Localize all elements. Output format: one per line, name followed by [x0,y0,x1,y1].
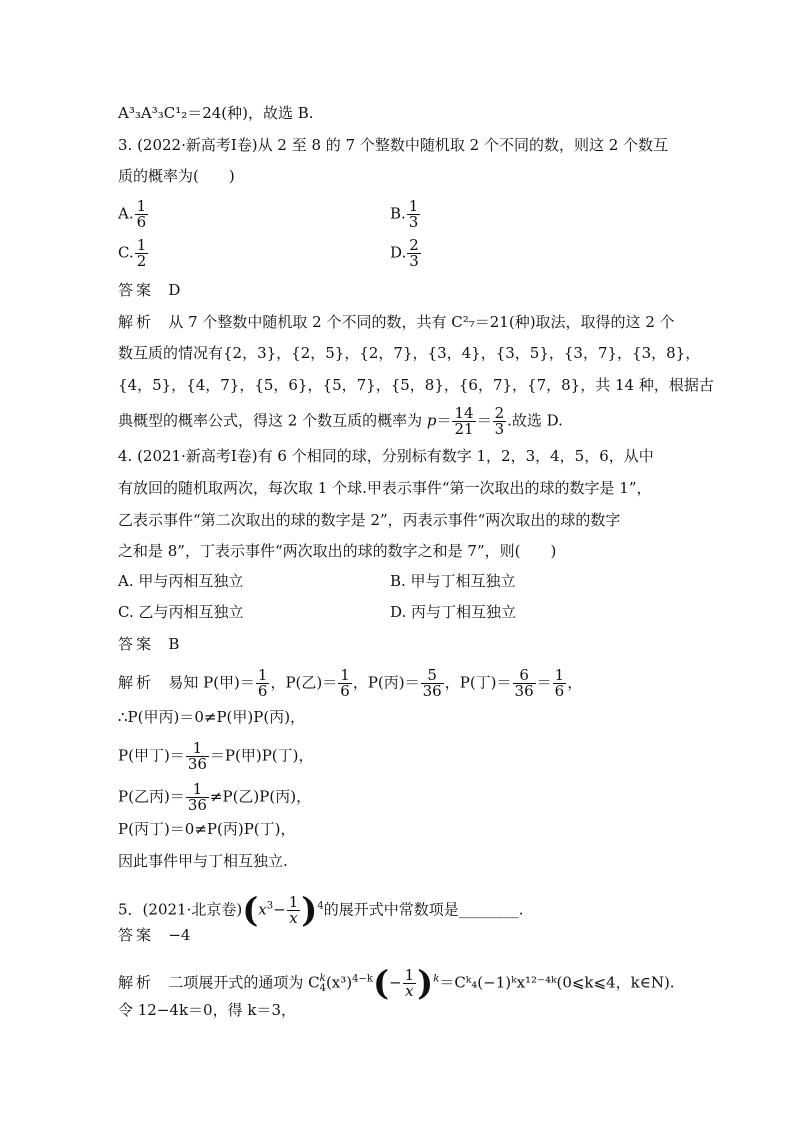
q4-option-c: C. 乙与丙相互独立 [118,603,244,621]
prev-answer-line: A³₃A³₃C¹₂＝24(种)，故选 B. [118,104,314,122]
q5-solution-line1: 解析 二项展开式的通项为 C k 4 $(x^3)^{4-k}(-$ $\frac{1}{x}$ )$^k$＝Cᵏ₄(−1)ᵏx¹²⁻⁴ᵏ(0⩽k⩽4，k∈N). [118,963,675,1004]
q4-solution-line1: 解析 易知 P(甲)＝ $\frac{1}{6}$ ，P(乙)＝ $\frac{1}{6}$ ，P(丙)＝ $\frac{5}{36}$ ，P(丁)＝ $\frac{6}{36}$ ＝ $\frac{1}{6}$ ， [118,666,583,700]
q4-solution-line3: P(甲丁)＝ $\frac{1}{36}$ ＝P(甲)P(丁)， [118,739,314,773]
q3-option-b: B. $\frac{1}{3}$ [390,197,419,231]
q3-solution-line4: 典概型的概率公式，得这 2 个数互质的概率为 p＝ $\frac{14}{21}$ ＝ $\frac{2}{3}$ .故选 D. [118,404,563,438]
q3-answer: 答案 D [118,281,181,299]
q5-solution-line2: 令 12−4k＝0，得 k＝3， [118,1001,297,1019]
q4-answer: 答案 B [118,635,180,653]
q4-option-d: D. 丙与丁相互独立 [390,603,517,621]
q5-answer: 答案 −4 [118,926,191,944]
q3-option-c: C. $\frac{1}{2}$ [118,236,147,270]
q4-stem-line2: 有放回的随机取两次，每次取 1 个球.甲表示事件“第一次取出的球的数字是 1”， [118,479,652,497]
q4-option-a: A. 甲与丙相互独立 [118,572,244,590]
q4-solution-line4: P(乙丙)＝ $\frac{1}{36}$ ≠P(乙)P(丙)， [118,780,312,814]
q3-solution-line1: 解析 从 7 个整数中随机取 2 个不同的数，共有 C²₇＝21(种)取法，取得的这 2 个 [118,313,675,331]
q4-stem-line3: 乙表示事件“第二次取出的球的数字是 2”，丙表示事件“两次取出的球的数字 [118,511,621,529]
q4-solution-line2: ∴P(甲丙)＝0≠P(甲)P(丙)， [118,708,306,726]
q3-solution-line3: {4，5}，{4，7}，{5，6}，{5，7}，{5，8}，{6，7}，{7，8}，共 14 种，根据古 [118,376,714,394]
q4-stem-line1: 4. (2021·新高考Ⅰ卷)有 6 个相同的球，分别标有数字 1，2，3，4，5，6，从中 [118,447,654,465]
q3-option-d: D. $\frac{2}{3}$ [390,236,419,270]
q4-stem-line4: 之和是 8”，丁表示事件“两次取出的球的数字之和是 7”，则( ) [118,542,557,560]
q3-solution-line2: 数互质的情况有{2，3}，{2，5}，{2，7}，{3，4}，{3，5}，{3，7}，{3，8}， [118,344,701,362]
q4-solution-line5: P(丙丁)＝0≠P(丙)P(丁)， [118,820,296,838]
q3-option-a: A. $\frac{1}{6}$ [118,197,147,231]
q4-option-b: B. 甲与丁相互独立 [390,572,516,590]
q3-stem-line1: 3. (2022·新高考Ⅰ卷)从 2 至 8 的 7 个整数中随机取 2 个不同的数，则这 2 个数互 [118,136,669,154]
q3-stem-line2: 质的概率为( ) [118,167,235,185]
q5-stem: 5．(2021·北京卷)($x^3-$ $\frac{1}{x}$ )$^4$的展开式中常数项是________. [118,890,524,931]
q4-solution-line6: 因此事件甲与丁相互独立. [118,852,288,870]
